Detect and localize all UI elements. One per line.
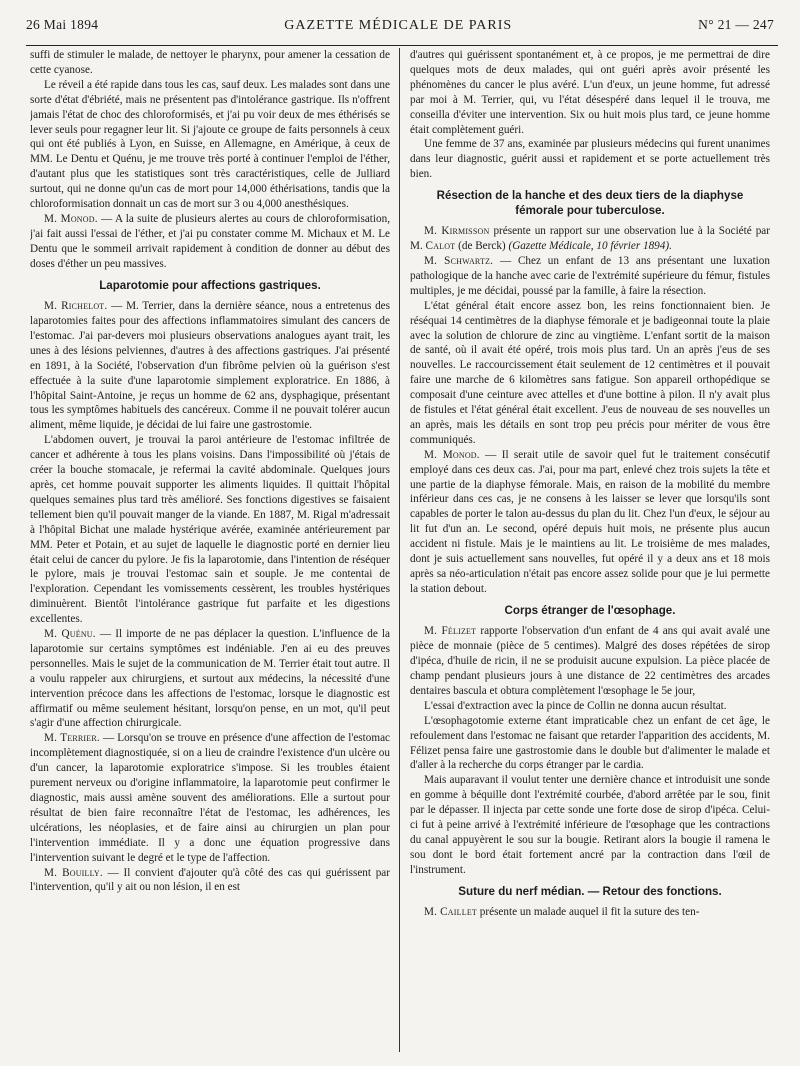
left-column [30, 48, 390, 1052]
header-rule [26, 45, 778, 46]
paragraph [30, 731, 390, 865]
paragraph [410, 224, 770, 254]
speaker-name: M. Caillet [424, 906, 477, 919]
paragraph [410, 448, 770, 597]
paragraph: Le réveil a été rapide dans tous les cas, sauf deux. Les malades sont dans une sorte d'état d'ébriété, mais ne présentent pas d'intolérance gastrique. Ils n'offrent jamais l'état de choc des chloroformisés, et j'ai pu voir deux de mes éthérisés se lever seuls pour regagner leur lit. Si j'ajoute ce groupe de faits personnels à ceux qui ont été publiés à Lyon, en Suisse, en Allemagne, en Amérique, à ceux de MM. Le Dentu et Quénu, je me trouve très porté à continuer l'emploi de l'éther, d'autant plus que les statistiques sont très caractéristiques, celle de Julliard surtout, qui ne donne qu'un cas de mort pour 14,000 éthérisations, tandis que la chloroformisation donnait un cas de mort sur 3 ou 4,000 anesthésiques. [30, 78, 390, 211]
speaker-name: M. Monod. [44, 212, 98, 225]
paragraph-text: — Il importe de ne pas déplacer la question. L'influence de la laparotomie sur certains symptômes est indéniable. J'en ai eu des preuves personnelles. Mais le sujet de la communication de M. Terrier était tout autre. Il a voulu rappeler aux chirurgiens, et surtout aux médecins, la nécessité d'une intervention précoce dans les affections de l'estomac, lorsque le diagnostic est affirmatif ou même seulement hésitant, lorsqu'on pense, en un mot, qu'il peut s'agir d'une affection chirurgicale. [30, 628, 390, 730]
column-divider [399, 48, 400, 1052]
paragraph-text: — Chez un enfant de 13 ans présentant une luxation pathologique de la hanche avec carie de l'extrémité supérieure du fémur, fistules multiples, je me décidai, poussé par la famille, à faire la résection. [410, 254, 770, 297]
speaker-name: Calot [425, 240, 456, 253]
paragraph-text: rapporte l'observation d'un enfant de 4 ans qui avait avalé une pièce de monnaie (pièce de 5 centimes). Malgré des doses répétées de sirop d'ipéca, d'huile de ricin, il ne se produisit aucune expulsion. La pièce placée de champ pendant plusieurs jours à une distance de 22 centimètres des arcades dentaires bascula et obtura complètement l'œsophage le 5e jour, [410, 625, 770, 697]
speaker-name: M. Terrier. [44, 732, 100, 745]
header-date: 26 Mai 1894 [26, 17, 99, 32]
paragraph [410, 905, 770, 920]
paragraph: Mais auparavant il voulut tenter une dernière chance et introduisit une sonde en gomme à béquille dont l'extrémité courbée, d'abord arrêtée par le sou, finit par le dépasser. Il injecta par cette sonde une forte dose de sirop d'ipéca. Celui-ci fut à peine arrivé à l'extrémité inférieure de l'œsophage que les contractions du canal appuyèrent le sou sur la bougie. Retirant alors la bougie il ramena le sou dont le bord était fortement ancré par la contraction dans l'œil de l'instrument. [410, 774, 770, 876]
speaker-name: M. Schwartz. [424, 254, 494, 267]
page-header [26, 17, 774, 43]
paragraph-text: — Il convient d'ajouter qu'à côté des cas qui guérissent par l'intervention, qu'il y ait ou non lésion, il en est [30, 866, 390, 894]
paragraph-text: (de Berck) [455, 240, 509, 253]
paragraph [410, 254, 770, 299]
paragraph [30, 627, 390, 731]
paragraph: Une femme de 37 ans, examinée par plusieurs médecins qui furent unanimes dans leur diagnostic, guérit aussi et rapidement et se porte actuellement très bien. [410, 138, 770, 181]
section-heading: Corps étranger de l'œsophage. [504, 603, 676, 617]
paragraph-text: — A la suite de plusieurs alertes au cours de chloroformisation, j'ai fait aussi l'essai de l'éther, et j'ai pu constater comme M. Michaux et M. Le Dentu que le sommeil arrivait rapidement à condition de donner au début des doses d'éther un peu massives. [30, 212, 390, 270]
paragraph-text: présente un malade auquel il fit la suture des ten- [477, 906, 700, 919]
header-title: GAZETTE MÉDICALE DE PARIS [284, 18, 513, 33]
section-heading: Résection de la hanche et des deux tiers de la diaphyse fémorale pour tuberculose. [436, 189, 744, 217]
speaker-name: M. Bouilly. [44, 866, 103, 879]
header-issue: N° 21 — 247 [698, 17, 774, 32]
paragraph: suffi de stimuler le malade, de nettoyer le pharynx, pour amener la cessation de cette cyanose. [30, 49, 390, 76]
section-heading: Suture du nerf médian. — Retour des fonctions. [458, 884, 722, 898]
paragraph [30, 212, 390, 272]
paragraph [410, 624, 770, 699]
paragraph: d'autres qui guérissent spontanément et, à ce propos, je me permettrai de dire quelques mots de deux malades, qui ont guéri après avoir présenté les phénomènes du cancer le plus avéré. L'un d'eux, un jeune homme, fut adressé par moi à M. Terrier, qui, vu l'état désespéré dans lequel il le trouva, me conseilla d'éviter une intervention. Six ou huit mois plus tard, ce jeune homme était complètement guéri. [410, 49, 770, 136]
speaker-name: M. Kirmisson [424, 225, 490, 238]
paragraph-text: présente un rapport sur une observation lue à la Société par M. [410, 225, 770, 253]
speaker-name: M. Félizet [424, 625, 477, 638]
section-heading: Laparotomie pour affections gastriques. [99, 278, 321, 292]
right-column [410, 48, 770, 1052]
paragraph-text: — M. Terrier, dans la dernière séance, nous a entretenus des laparotomies faites pour des affections inflammatoires simulant des cancers de l'estomac. J'ai par-devers moi plusieurs observations analogues ayant trait, les unes à des lésions pelviennes, d'autres à des affections gastriques. J'ai présenté en 1891, à la Société, l'observation d'un fibrôme pelvien où la guérison s'est effectuée à la suite d'une laparotomie simplement exploratrice. En 1886, à l'hôpital Saint-Antoine, je reçus un homme de 62 ans, dysphagique, présentant tous les symptômes habituels des cancéreux. Comme il ne pouvait tolérer aucun aliment, même liquide, je décidai de lui faire une gastrostomie. [30, 300, 390, 432]
paragraph: L'abdomen ouvert, je trouvai la paroi antérieure de l'estomac infiltrée de cancer et adhérente à tous les plans voisins. Dans l'impossibilité où j'étais de créer la bouche stomacale, je refermai la cavité abdominale. Quelques jours après, cet homme pouvait supporter les aliments liquides. Il quittait l'hôpital quelques semaines plus tard très amélioré. Ses fonctions digestives se faisaient tellement bien qu'il pouvait manger de la viande. En 1887, M. Rigal m'adressait à l'hôpital Bichat une malade hystérique avérée, examinée antérieurement par MM. Peter et Potain, et au sujet de laquelle le diagnostic porté en dernier lieu était celui de cancer du pylore. Je fis la laparotomie, dans l'intention de réséquer le pylore, mais je trouvai l'estomac sain et souple. Je me contentai de l'exploration. Cependant les vomissements cessèrent, les troubles hystériques diminuèrent. Bientôt l'intolérance gastrique fut parfaite et les digestions excellentes. [30, 434, 390, 626]
speaker-name: M. Quénu. [44, 628, 96, 641]
paragraph: L'essai d'extraction avec la pince de Collin ne donna aucun résultat. [424, 699, 727, 712]
paragraph: L'état général était encore assez bon, les reins fonctionnaient bien. Je réséquai 14 centimètres de la diaphyse fémorale et je badigeonnai toute la plaie avec la solution de chlorure de zinc au vingtième. L'enfant sortit de la maison de santé, où il avait été opéré, trois mois plus tard. Un an après j'eus de ses nouvelles. Le raccourcissement était seulement de 12 centimètres et il pouvait faire une marche de 6 kilomètres sans fatigue. Son appareil orthopédique se composait d'une ceinture avec attelles et d'une bottine à pilon. Il n'y avait plus de fistules et l'état général était excellent. J'eus de nouveau de ses nouvelles un an après, mais les détails en sont trop peu précis pour mériter de vous être communiqués. [410, 299, 770, 446]
paragraph: L'œsophagotomie externe étant impraticable chez un enfant de cet âge, le refoulement dans l'estomac ne faisant que retarder l'apparition des accidents, M. Félizet pensa faire une gastrostomie dans le double but d'alimenter le malade et d'aller à la recherche du corps étranger par le cardia. [410, 714, 770, 772]
paragraph-text: — Il serait utile de savoir quel fut le traitement consécutif employé dans ces deux cas. J'ai, pour ma part, enlevé chez trois sujets la tête et une partie de la diaphyse fémorale. Mais, en raison de la mobilité du membre inférieur dans ces cas, je ne consens à les laisser se lever que lorsqu'ils sont capables de porter le talon au-dessus du plan du lit. Chez l'un d'eux, le séjour au lit fut d'un an. Le second, opéré depuis huit mois, ne présente plus aucun accident ni fistule. Mais je le maintiens au lit. Le troisième de mes malades, dont je suis actuellement sans nouvelles, fut opéré il y a deux ans et 18 mois après sa néo-articulation n'était pas encore assez solide pour que je lui permette la station debout. [410, 448, 770, 595]
speaker-name: M. Monod. [424, 448, 480, 461]
paragraph-text: — Lorsqu'on se trouve en présence d'une affection de l'estomac incomplètement diagnostiquée, si on a lieu de craindre l'existence d'un ulcère ou d'un cancer, la laparotomie exploratrice s'impose. Si les troubles étaient purement nerveux ou d'origine inflammatoire, la laparotomie peut confirmer le diagnostic, mais aussi amène souvent des améliorations. Elle a surtout pour résultat de bien faire reconnaître l'état de l'estomac, les adhérences, les ulcérations, les néoplasies, et de faire ainsi au chirurgien un plan pour l'intervention immédiate. Il y a donc une équation progressive dans l'intervention suivant le degré et le type de l'affection. [30, 732, 390, 864]
paragraph [30, 299, 390, 433]
speaker-name: M. Richelot. [44, 300, 108, 313]
citation: (Gazette Médicale, 10 février 1894). [508, 240, 672, 253]
paragraph [30, 866, 390, 896]
